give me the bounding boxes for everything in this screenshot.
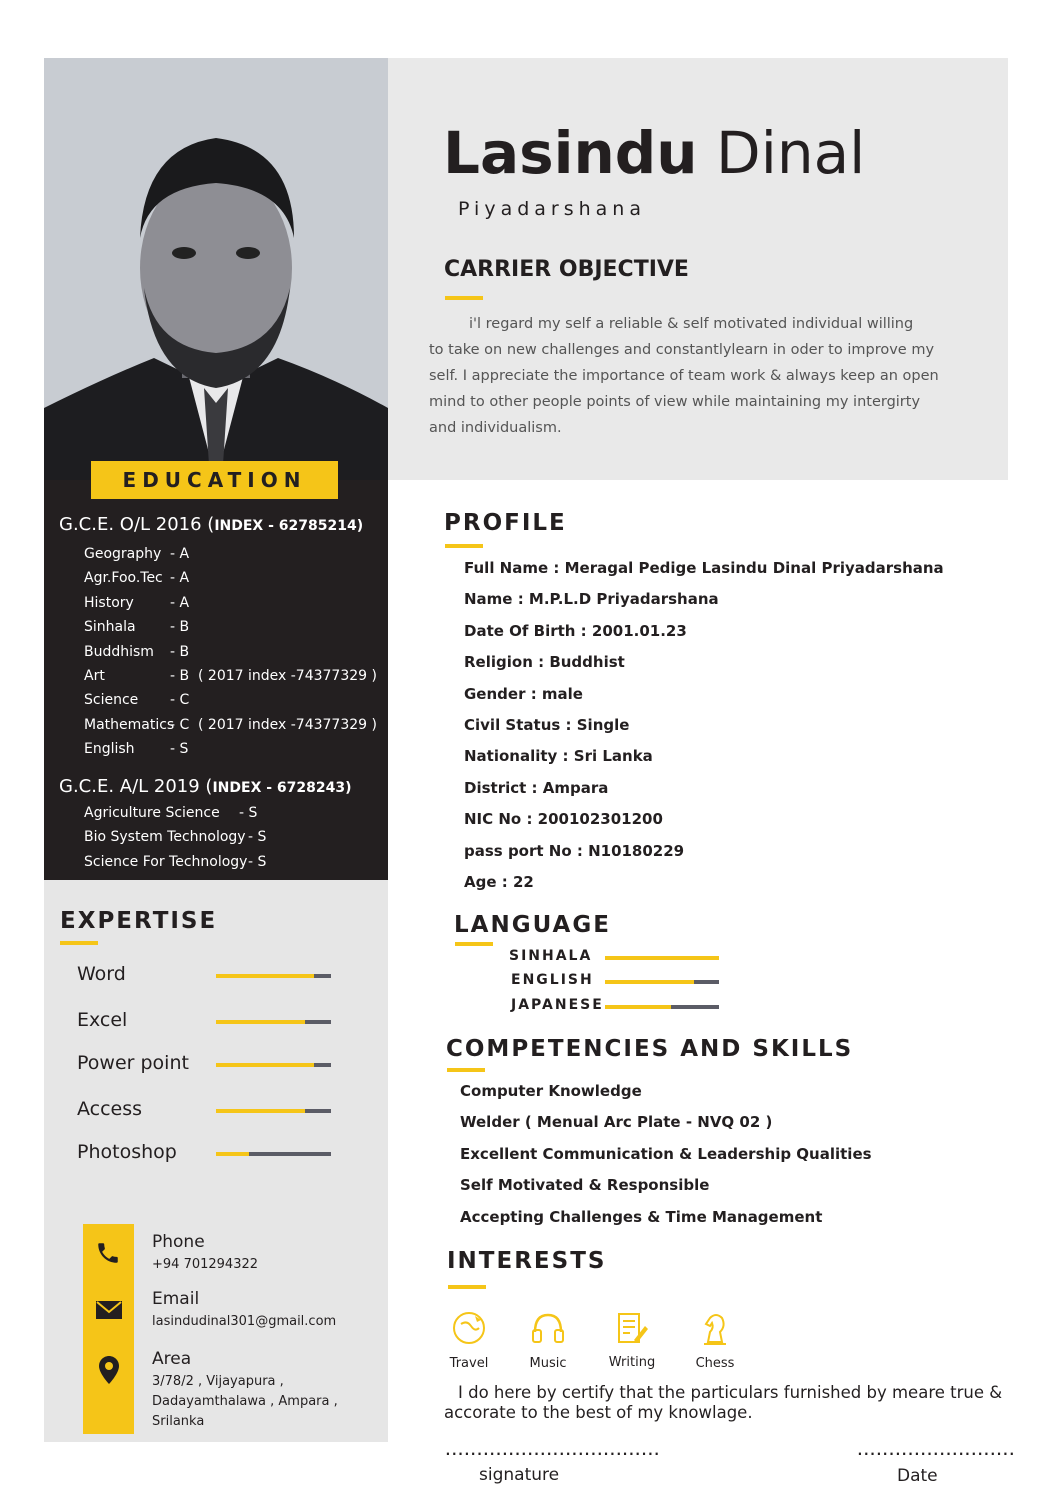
full-name-heading (443, 118, 865, 188)
profile-underline (445, 544, 483, 548)
interest-chess-label: Chess (695, 1356, 735, 1371)
expertise-label: Excel (77, 1009, 128, 1031)
music-icon (530, 1310, 566, 1351)
subject-grade: - B (170, 643, 190, 660)
date-label: Date (897, 1466, 938, 1486)
subject-grade: - C (170, 692, 190, 709)
profile-row: Age : 22 (464, 873, 534, 891)
expertise-label: Word (77, 963, 126, 985)
last-name: Dinal (716, 119, 866, 187)
expertise-title: EXPERTISE (60, 908, 218, 934)
subject-note: ( 2017 index -74377329 ) (198, 716, 377, 733)
declaration-line: accorate to the best of my knowlage. (444, 1403, 753, 1422)
expertise-bar-track (216, 1152, 331, 1156)
al-index: INDEX - 6728243) (212, 780, 352, 796)
subject-name: English (84, 741, 135, 758)
portrait-icon (44, 58, 388, 480)
expertise-bar-track (216, 1063, 331, 1067)
competencies-underline (447, 1068, 485, 1072)
subject-grade: - A (170, 570, 190, 587)
profile-row: Name : M.P.L.D Priyadarshana (464, 590, 719, 609)
competency-item: Accepting Challenges & Time Management (460, 1207, 823, 1226)
language-title: LANGUAGE (454, 912, 611, 938)
chess-icon (698, 1310, 732, 1351)
expertise-bar-fill (216, 974, 314, 978)
profile-row: Date Of Birth : 2001.01.23 (464, 621, 687, 640)
expertise-bar-fill (216, 1109, 305, 1113)
address (152, 1372, 338, 1432)
profile-row: NIC No : 200102301200 (464, 810, 663, 829)
expertise-bar-fill (216, 1020, 305, 1024)
language-bar-track (605, 956, 719, 960)
objective-title: CARRIER OBJECTIVE (444, 257, 689, 282)
subject-name: Mathematics (84, 716, 175, 733)
declaration-line: I do here by certify that the particulars furnished by meare true & (458, 1383, 1003, 1402)
subject-grade: - A (170, 594, 190, 611)
expertise-bar-fill (216, 1152, 249, 1156)
education-title: EDUCATION (91, 461, 338, 499)
ol-index: INDEX - 62785214) (214, 518, 364, 534)
subject-grade: - S (248, 853, 267, 870)
language-label: SINHALA (509, 948, 593, 964)
objective-line: to take on new challenges and constantlylearn in oder to improve my (429, 342, 935, 358)
phone-icon (95, 1240, 121, 1271)
subject-grade: - B (170, 668, 190, 684)
interest-writing-label: Writing (608, 1355, 656, 1370)
language-label: ENGLISH (511, 972, 594, 988)
subject-grade: - S (170, 741, 189, 758)
objective-text (429, 311, 999, 441)
phone-title: Phone (152, 1232, 205, 1252)
language-bar-track (605, 1005, 719, 1009)
language-bar-fill (605, 1005, 671, 1009)
competency-item: Computer Knowledge (460, 1082, 642, 1100)
expertise-label: Access (77, 1098, 143, 1120)
profile-row: District : Ampara (464, 778, 609, 797)
subject-grade: - S (248, 829, 267, 846)
expertise-label: Photoshop (77, 1141, 177, 1163)
subject-grade: - A (170, 546, 190, 562)
expertise-bar-fill (216, 1063, 314, 1067)
subject-name: Sinhala (84, 619, 136, 636)
location-pin-icon (99, 1356, 119, 1389)
expertise-bar-track (216, 1020, 331, 1024)
objective-line: self. I appreciate the importance of team work & always keep an open (429, 368, 939, 384)
expertise-underline (60, 941, 98, 945)
date-dots: ......................... (856, 1444, 1015, 1459)
subject-name: Science For Technology (84, 853, 248, 870)
competencies-title: COMPETENCIES AND SKILLS (446, 1036, 854, 1062)
ol-title: G.C.E. O/L 2016 ( (59, 514, 215, 535)
phone-value[interactable]: +94 701294322 (152, 1257, 259, 1272)
subject-grade: - C (170, 716, 190, 733)
competency-item: Welder ( Menual Arc Plate - NVQ 02 ) (460, 1113, 773, 1132)
subject-name: Bio System Technology (84, 829, 246, 846)
profile-row: Religion : Buddhist (464, 653, 625, 672)
area-title: Area (152, 1349, 192, 1369)
profile-row: pass port No : N10180229 (464, 841, 685, 860)
email-icon (95, 1299, 123, 1326)
middle-name: Piyadarshana (458, 198, 646, 220)
expertise-label: Power point (77, 1052, 189, 1074)
first-name: Lasindu (443, 119, 698, 187)
subject-note: ( 2017 index -74377329 ) (198, 668, 377, 684)
language-underline (455, 942, 493, 946)
objective-line: mind to other people points of view while maintaining my intergirty (429, 394, 921, 410)
profile-title: PROFILE (444, 510, 567, 536)
subject-name: Geography (84, 546, 162, 562)
objective-line: and individualism. (429, 420, 562, 436)
subject-name: Science (84, 692, 139, 709)
language-bar-fill (605, 956, 719, 960)
objective-line: i'l regard my self a reliable & self motivated individual willing (469, 316, 914, 332)
objective-underline (445, 296, 483, 300)
language-bar-track (605, 980, 719, 984)
language-label: JAPANESE (511, 997, 604, 1013)
subject-name: History (84, 594, 134, 611)
subject-name: Agriculture Science (84, 805, 220, 821)
interests-underline (448, 1285, 486, 1289)
subject-name: Agr.Foo.Tec (84, 570, 163, 587)
expertise-bar-track (216, 974, 331, 978)
profile-row: Nationality : Sri Lanka (464, 747, 653, 766)
profile-row: Civil Status : Single (464, 716, 630, 734)
al-title: G.C.E. A/L 2019 ( (59, 776, 213, 797)
subject-name: Buddhism (84, 643, 154, 660)
address-line: Dadayamthalawa , Ampara , (152, 1394, 338, 1409)
ol-heading (59, 514, 363, 535)
interest-travel-label: Travel (449, 1356, 489, 1371)
address-line: Srilanka (152, 1414, 205, 1429)
competency-item: Excellent Communication & Leadership Qualities (460, 1144, 872, 1163)
interests-title: INTERESTS (447, 1248, 607, 1274)
address-line: 3/78/2 , Vijayapura , (152, 1374, 284, 1389)
email-value[interactable]: lasindudinal301@gmail.com (152, 1314, 337, 1329)
declaration (444, 1383, 1002, 1423)
profile-row: Full Name : Meragal Pedige Lasindu Dinal Priyadarshana (464, 559, 944, 577)
profile-row: Gender : male (464, 684, 583, 703)
al-heading (59, 776, 352, 797)
signature-dots: .................................. (444, 1444, 660, 1459)
travel-icon (451, 1310, 487, 1351)
language-bar-fill (605, 980, 694, 984)
competency-item: Self Motivated & Responsible (460, 1176, 710, 1195)
signature-label: signature (479, 1465, 560, 1485)
writing-icon (614, 1310, 650, 1351)
subject-name: Art (84, 668, 105, 684)
expertise-bar-track (216, 1109, 331, 1113)
subject-grade: - S (239, 805, 258, 821)
profile-photo (44, 58, 388, 480)
email-title: Email (152, 1289, 200, 1309)
subject-grade: - B (170, 619, 190, 636)
interest-music-label: Music (529, 1356, 567, 1371)
